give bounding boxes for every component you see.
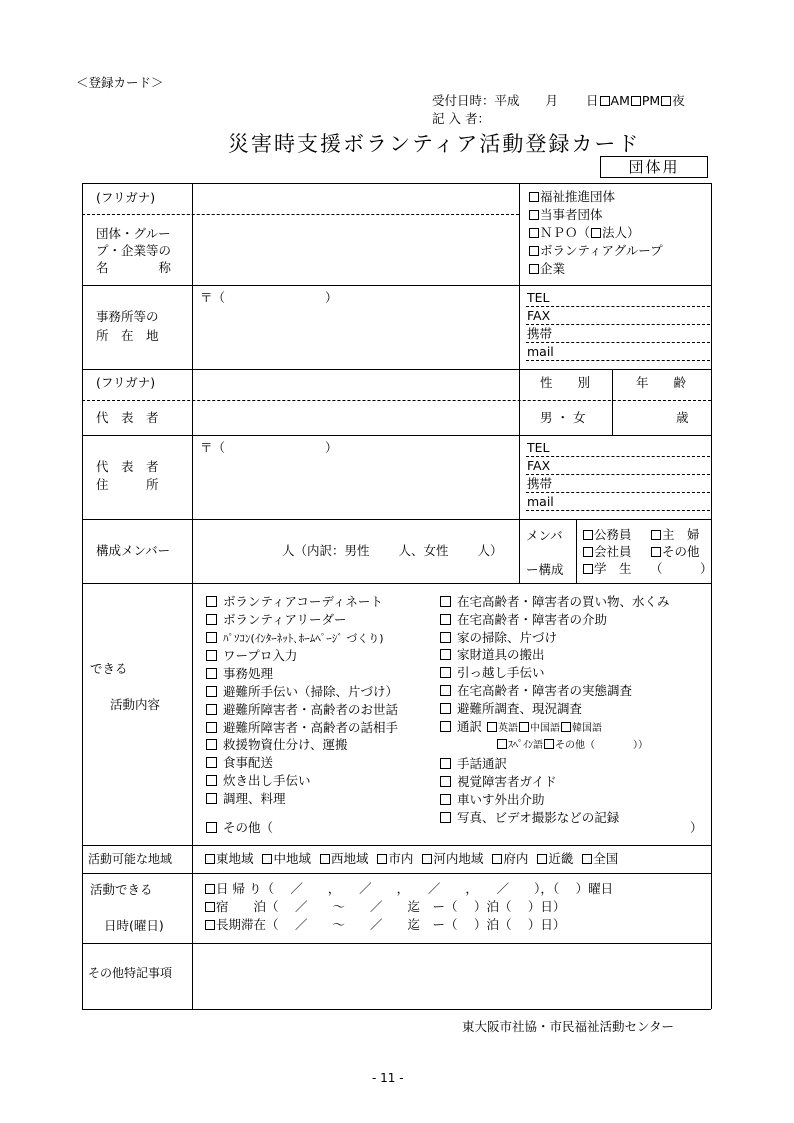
pm-checkbox[interactable] <box>631 96 641 106</box>
rep-furigana-label: (フリガナ) <box>96 375 156 390</box>
type-party[interactable]: 当事者団体 <box>528 209 603 222</box>
activity-item[interactable]: ボランティアコーディネート <box>206 593 398 611</box>
activity-item[interactable]: 視覚障害者ガイド <box>440 773 670 791</box>
activities-label-2: 活動内容 <box>110 697 161 712</box>
age-unit: 歳 <box>676 410 689 425</box>
gender-value[interactable]: 男 ・ 女 <box>540 410 586 425</box>
notes-label: その他特記事項 <box>88 966 173 980</box>
date-day-trip[interactable]: 日 帰 り（ ／ ， ／ ， ／ ， ／ ），（ ）曜日 <box>204 883 613 896</box>
organization-name: 東大阪市社協・市民福祉活動センター <box>462 1019 675 1034</box>
activity-item[interactable]: 在宅高齢者・障害者の実態調査 <box>440 682 670 700</box>
member-other[interactable]: その他 <box>650 546 700 559</box>
notes-field[interactable] <box>194 945 709 1007</box>
rep-label: 代 表 者 <box>96 410 159 425</box>
office-label-1: 事務所等の <box>96 309 159 324</box>
activity-item-interpretation[interactable]: 通訳 英語 中国語 韓国語 <box>440 718 670 738</box>
area-options <box>204 853 618 866</box>
rep-name-field[interactable] <box>194 403 516 433</box>
date-overnight[interactable]: 宿 泊（ ／ ～ ／ 迄 ー（ ）泊（ ）日） <box>204 901 565 914</box>
member-composition-label-1: メンバ <box>526 528 563 543</box>
night-checkbox[interactable] <box>661 96 671 106</box>
area-kinki[interactable]: 近畿 <box>536 851 573 866</box>
interpret-extra-options[interactable]: ｽﾍﾟｲﾝ語 その他（ ）） <box>440 737 670 755</box>
activity-item[interactable]: 在宅高齢者・障害者の介助 <box>440 611 670 629</box>
writer-label: 記 入 者： <box>432 111 490 126</box>
office-mobile[interactable]: 携帯 <box>527 326 553 341</box>
activity-item[interactable]: 食事配送 <box>206 754 398 772</box>
activity-item[interactable]: 手話通訳 <box>440 755 670 773</box>
type-welfare[interactable]: 福祉推進団体 <box>528 191 615 204</box>
rep-postal[interactable]: 〒（ ） <box>200 440 338 455</box>
furigana-label: (フリガナ) <box>96 190 156 205</box>
rep-tel[interactable]: TEL <box>527 440 550 455</box>
activity-item[interactable]: 調理、料理 <box>206 790 398 808</box>
rep-furigana-field[interactable] <box>194 371 516 398</box>
members-breakdown[interactable]: 人（内訳：男性 人、女性 人） <box>282 543 503 558</box>
card-label: ＜登録カード＞ <box>76 75 164 90</box>
member-housewife[interactable]: 主 婦 <box>650 529 700 542</box>
activity-item[interactable]: 家財道具の搬出 <box>440 646 670 664</box>
activity-item[interactable]: ﾊﾟｿｺﾝ(ｲﾝﾀｰﾈｯﾄ､ﾎｰﾑﾍﾟｰｼﾞ づくり) <box>206 629 398 648</box>
member-civil-servant[interactable]: 公務員 <box>582 529 632 542</box>
rep-address-label-1: 代 表 者 <box>96 459 159 474</box>
reception-datetime: 受付日時：平成 月 日 AM PM 夜 <box>432 93 685 108</box>
area-west[interactable]: 西地域 <box>319 851 369 866</box>
rep-address-label-2: 住 所 <box>96 477 159 492</box>
page-number: - 11 - <box>372 1071 404 1085</box>
dates-label-1: 活動できる <box>90 882 153 897</box>
rep-mail[interactable]: mail <box>527 494 554 509</box>
gender-header: 性 別 <box>540 375 591 390</box>
activity-list-left <box>206 593 398 808</box>
activity-item[interactable]: 救援物資仕分け、運搬 <box>206 736 398 754</box>
office-fax[interactable]: FAX <box>527 308 551 323</box>
age-header: 年 齢 <box>636 375 687 390</box>
am-checkbox[interactable] <box>600 96 610 106</box>
rep-mobile[interactable]: 携帯 <box>527 476 553 491</box>
area-central[interactable]: 中地域 <box>261 851 311 866</box>
area-east[interactable]: 東地域 <box>204 851 254 866</box>
group-name-label-3: 名 称 <box>96 260 172 275</box>
type-volunteer-group[interactable]: ボランティアグループ <box>528 245 663 258</box>
activity-other[interactable]: その他（ <box>206 822 273 835</box>
activity-item[interactable]: 避難所調査、現況調査 <box>440 700 670 718</box>
type-npo[interactable]: ＮＰＯ（ 法人） <box>528 227 640 240</box>
activity-other-close: ） <box>690 820 703 835</box>
area-nationwide[interactable]: 全国 <box>581 851 618 866</box>
office-mail[interactable]: mail <box>527 344 554 359</box>
activity-item[interactable]: 炊き出し手伝い <box>206 772 398 790</box>
activity-item[interactable]: 写真、ビデオ撮影などの記録 <box>440 809 670 827</box>
activity-item[interactable]: ワープロ入力 <box>206 647 398 665</box>
office-postal[interactable]: 〒（ ） <box>200 290 338 305</box>
group-name-label-2: プ・企業等の <box>96 243 172 258</box>
area-prefecture[interactable]: 府内 <box>491 851 528 866</box>
activity-item[interactable]: 避難所手伝い（掃除、片づけ） <box>206 683 398 701</box>
date-long-stay[interactable]: 長期滞在（ ／ ～ ／ 迄 ー（ ）泊（ ）日） <box>204 919 565 932</box>
group-name-label-1: 団体・グルー <box>96 226 171 241</box>
activities-label-1: できる <box>90 661 128 676</box>
activity-item[interactable]: 家の掃除、片づけ <box>440 629 670 647</box>
area-kawachi[interactable]: 河内地域 <box>421 851 483 866</box>
member-other-text[interactable]: （ ） <box>650 561 713 576</box>
dates-label-2: 日時(曜日) <box>104 918 164 933</box>
activity-item[interactable]: 避難所障害者・高齢者のお世話 <box>206 701 398 719</box>
activity-item[interactable]: 引っ越し手伝い <box>440 664 670 682</box>
activity-item[interactable]: 在宅高齢者・障害者の買い物、水くみ <box>440 593 670 611</box>
activity-item[interactable]: 事務処理 <box>206 665 398 683</box>
areas-label: 活動可能な地域 <box>88 852 173 866</box>
rep-fax[interactable]: FAX <box>527 458 551 473</box>
member-student[interactable]: 学 生 <box>582 563 632 576</box>
activity-item[interactable]: 車いす外出介助 <box>440 791 670 809</box>
group-furigana-field[interactable] <box>194 186 516 212</box>
members-label: 構成メンバー <box>96 543 171 558</box>
office-tel[interactable]: TEL <box>527 290 550 305</box>
member-composition-label-2: ー構成 <box>526 562 564 577</box>
page-title: 災害時支援ボランティア活動登録カード <box>228 132 641 156</box>
activity-list-right <box>440 593 670 826</box>
area-city[interactable]: 市内 <box>376 851 413 866</box>
group-badge: 団体用 <box>600 156 708 178</box>
activity-item[interactable]: 避難所障害者・高齢者の話相手 <box>206 719 398 737</box>
activity-item[interactable]: ボランティアリーダー <box>206 611 398 629</box>
type-company[interactable]: 企業 <box>528 263 565 276</box>
member-office-worker[interactable]: 会社員 <box>582 546 632 559</box>
office-label-2: 所 在 地 <box>96 328 159 343</box>
group-name-field[interactable] <box>194 216 516 282</box>
